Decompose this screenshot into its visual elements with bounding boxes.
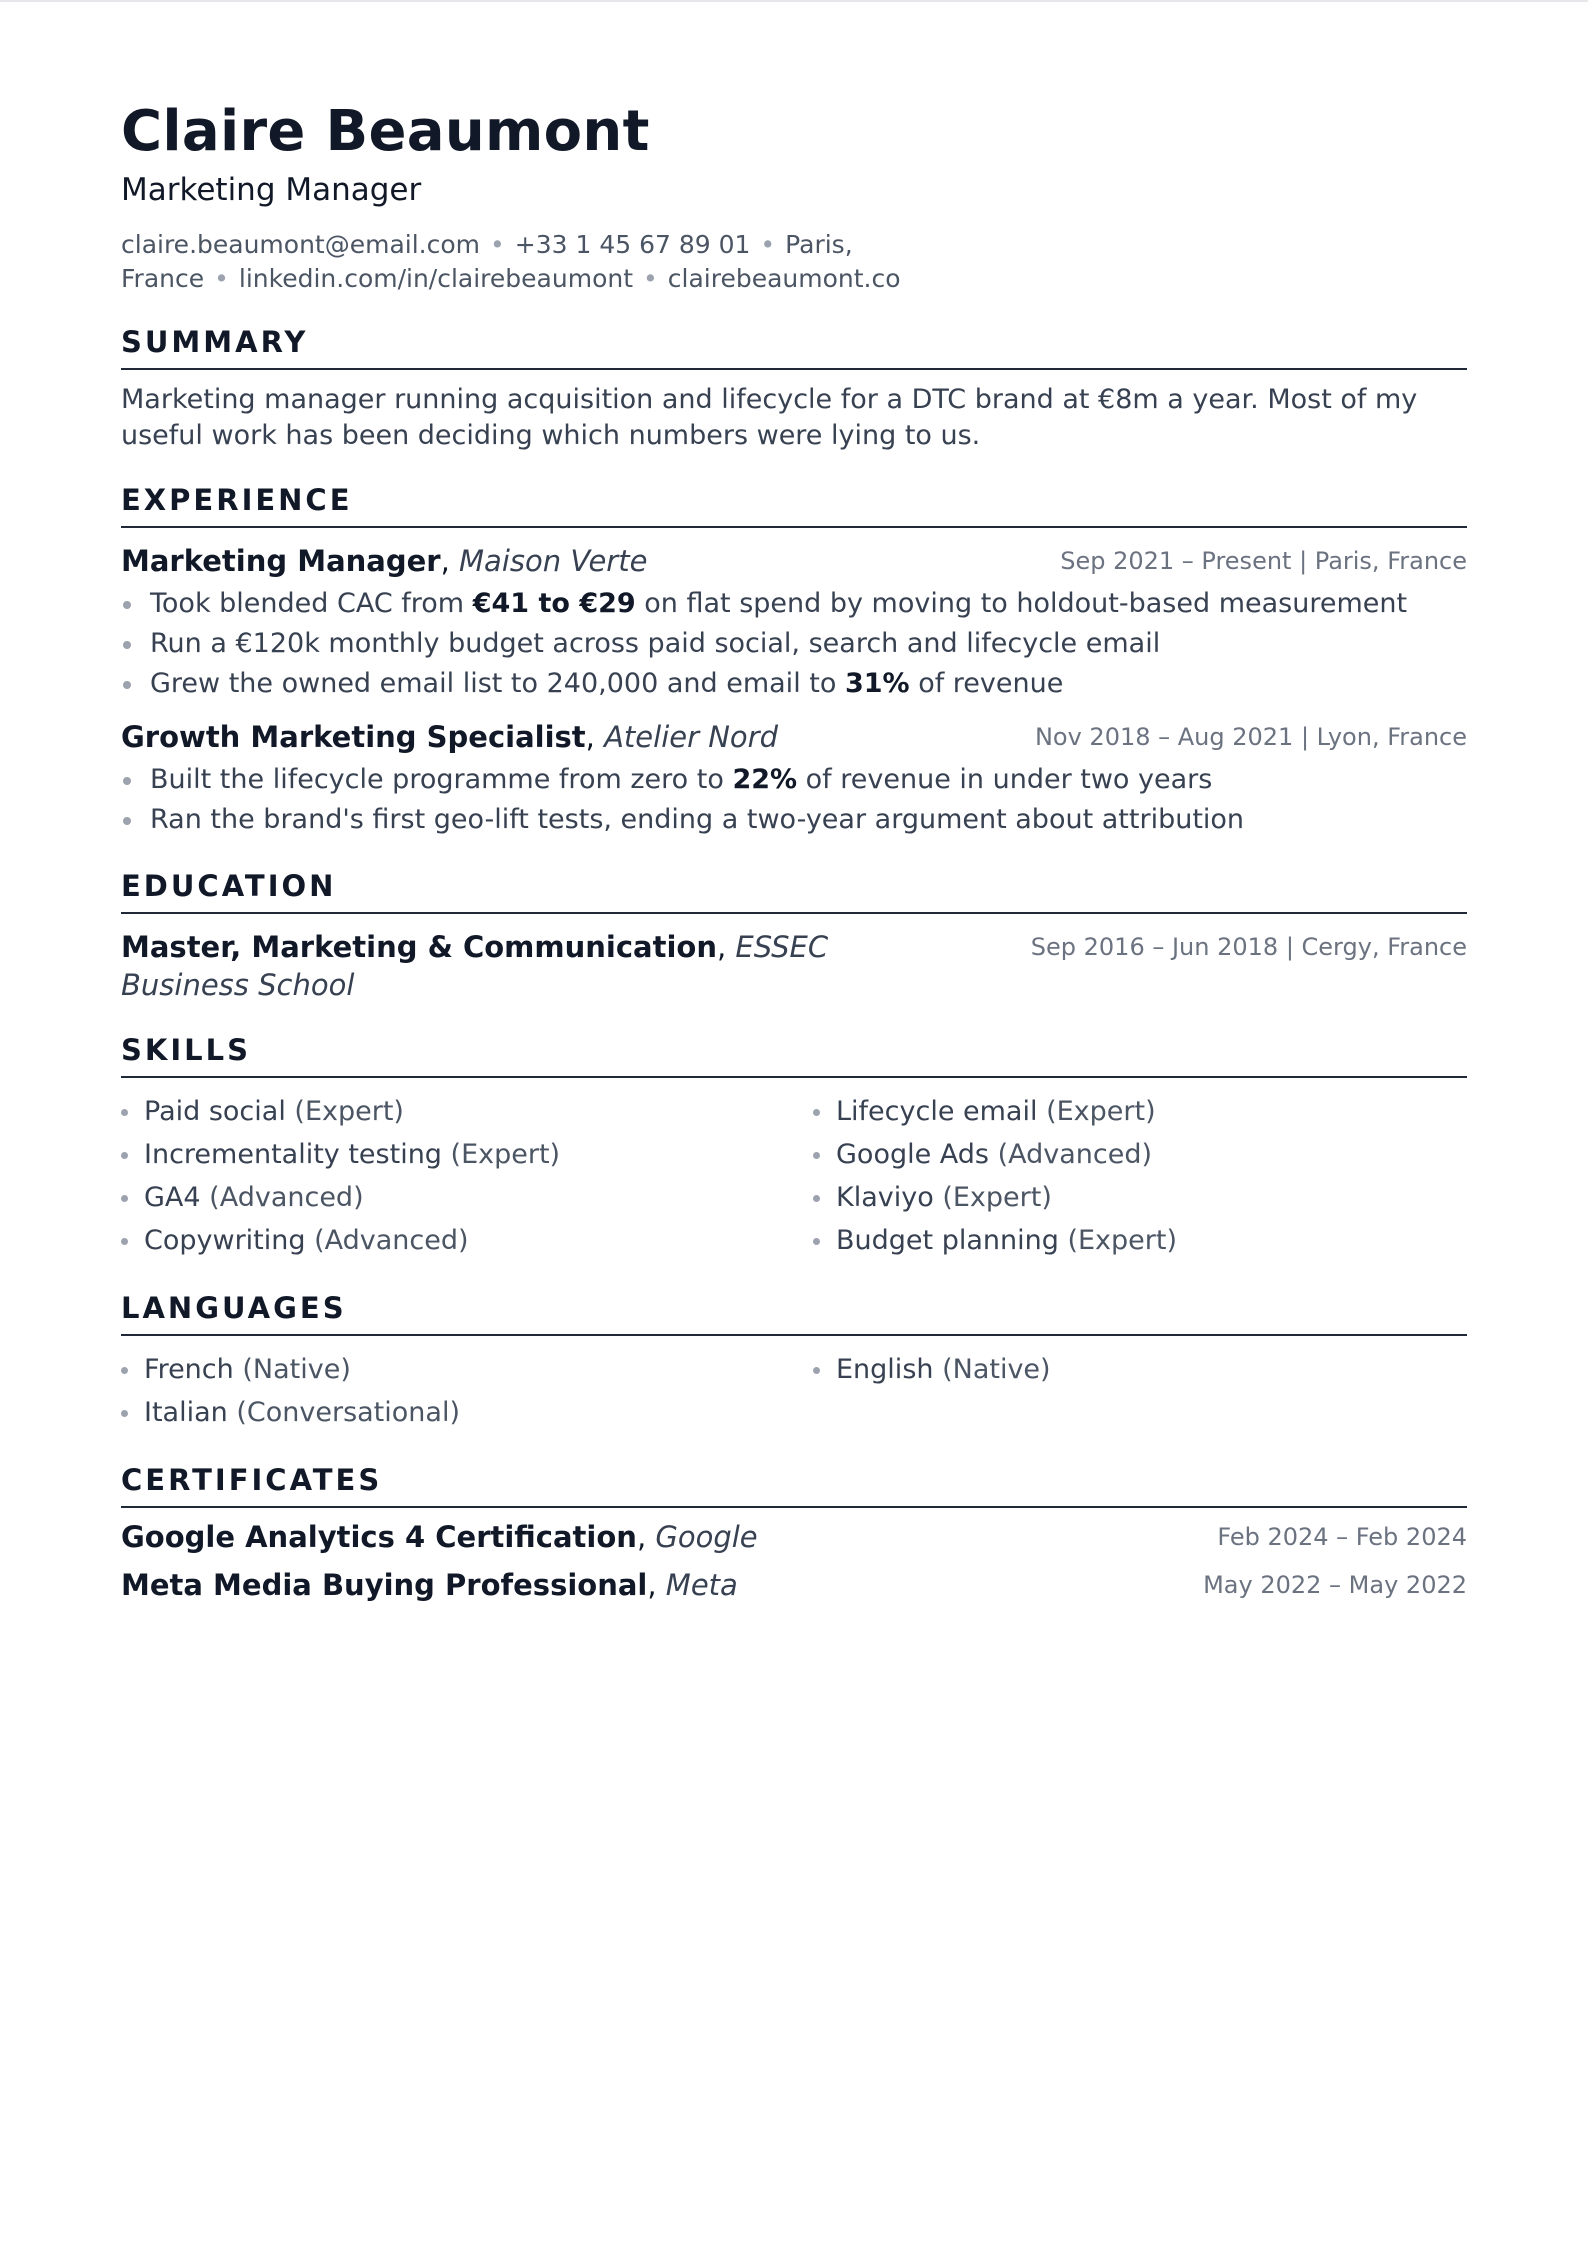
section-title-education: EDUCATION — [121, 868, 1467, 914]
certificate-entry — [121, 1518, 1467, 1556]
skill-item: Budget planning (Expert) — [813, 1219, 1467, 1262]
certificates-section — [121, 1462, 1467, 1604]
summary-section — [121, 324, 1467, 454]
job-bullet: Took blended CAC from €41 to €29 on flat spend by moving to holdout-based measurement — [121, 584, 1467, 624]
job-bullet: Ran the brand's first geo-lift tests, ending a two-year argument about attribution — [121, 800, 1467, 840]
skill-item: Google Ads (Advanced) — [813, 1133, 1467, 1176]
contact-separator: • — [643, 264, 658, 293]
job-bullet: Built the lifecycle programme from zero to 22% of revenue in under two years — [121, 760, 1467, 800]
job-role: Marketing Manager — [121, 544, 441, 578]
language-item: French (Native) — [121, 1348, 813, 1391]
summary-text: Marketing manager running acquisition and lifecycle for a DTC brand at €8m a year. Most of my useful work has been deciding which numbers were lying to us. — [121, 384, 1418, 451]
job-dates-location: Sep 2021 – Present | Paris, France — [1060, 547, 1467, 575]
section-title-experience: EXPERIENCE — [121, 482, 1467, 528]
skill-item: Incrementality testing (Expert) — [121, 1133, 813, 1176]
experience-entry-header — [121, 542, 1467, 580]
resume-page — [121, 96, 1467, 1604]
education-dates-location: Sep 2016 – Jun 2018 | Cergy, France — [1030, 933, 1467, 961]
job-dates-location: Nov 2018 – Aug 2021 | Lyon, France — [1034, 723, 1467, 751]
resume-header — [121, 96, 1467, 296]
certificate-entry — [121, 1566, 1467, 1604]
job-role: Growth Marketing Specialist — [121, 720, 586, 754]
school-name: ESSEC Business School — [121, 930, 829, 1002]
certificate-issuer: Google — [655, 1520, 758, 1554]
job-bullets — [121, 760, 1467, 840]
contact-linkedin[interactable]: linkedin.com/in/clairebeaumont — [238, 264, 634, 293]
skill-item: Klaviyo (Expert) — [813, 1176, 1467, 1219]
candidate-name: Claire Beaumont — [121, 99, 650, 164]
certificate-dates: May 2022 – May 2022 — [1203, 1571, 1467, 1599]
experience-title: Marketing Manager, Maison Verte — [121, 544, 648, 578]
experience-title: Growth Marketing Specialist, Atelier Nord — [121, 720, 779, 754]
contact-location: Paris, France — [121, 230, 853, 293]
section-title-languages: LANGUAGES — [121, 1290, 1467, 1336]
certificate-name: Google Analytics 4 Certification — [121, 1520, 637, 1554]
skill-item: Lifecycle email (Expert) — [813, 1090, 1467, 1133]
skills-list — [121, 1090, 1467, 1262]
job-bullet: Grew the owned email list to 240,000 and email to 31% of revenue — [121, 664, 1467, 704]
job-bullet: Run a €120k monthly budget across paid social, search and lifecycle email — [121, 624, 1467, 664]
education-title: Master, Marketing & Communication, ESSEC Business School — [121, 930, 829, 1002]
job-company: Maison Verte — [459, 544, 648, 578]
contact-email[interactable]: claire.beaumont@email.com — [121, 230, 481, 259]
certificate-title: Meta Media Buying Professional, Meta — [121, 1568, 738, 1602]
education-entry-header — [121, 928, 1467, 1004]
certificate-dates: Feb 2024 – Feb 2024 — [1217, 1523, 1467, 1551]
certificate-issuer: Meta — [665, 1568, 738, 1602]
skill-item: GA4 (Advanced) — [121, 1176, 813, 1219]
languages-list — [121, 1348, 1467, 1434]
contact-separator: • — [214, 264, 229, 293]
section-title-certificates: CERTIFICATES — [121, 1462, 1467, 1508]
contact-website[interactable]: clairebeaumont.co — [667, 264, 901, 293]
education-entry — [121, 928, 1467, 1004]
skills-section — [121, 1032, 1467, 1262]
skill-item: Copywriting (Advanced) — [121, 1219, 813, 1262]
language-item: Italian (Conversational) — [121, 1391, 813, 1434]
contact-line — [121, 228, 901, 296]
languages-section — [121, 1290, 1467, 1434]
job-bullets — [121, 584, 1467, 704]
job-company: Atelier Nord — [604, 720, 779, 754]
certificate-name: Meta Media Buying Professional — [121, 1568, 648, 1602]
experience-section — [121, 482, 1467, 840]
experience-entry — [121, 718, 1467, 840]
contact-separator: • — [490, 230, 505, 259]
degree-name: Master, Marketing & Communication — [121, 930, 717, 964]
education-section — [121, 868, 1467, 1004]
certificate-title: Google Analytics 4 Certification, Google — [121, 1520, 758, 1554]
experience-entry-header — [121, 718, 1467, 756]
skill-item: Paid social (Expert) — [121, 1090, 813, 1133]
candidate-headline: Marketing Manager — [121, 172, 422, 208]
experience-entry — [121, 542, 1467, 704]
contact-separator: • — [760, 230, 776, 259]
page-top-border — [0, 0, 1588, 2]
contact-phone[interactable]: +33 1 45 67 89 01 — [514, 230, 751, 259]
section-title-skills: SKILLS — [121, 1032, 1467, 1078]
language-item: English (Native) — [813, 1348, 1467, 1391]
section-title-summary: SUMMARY — [121, 324, 1467, 370]
